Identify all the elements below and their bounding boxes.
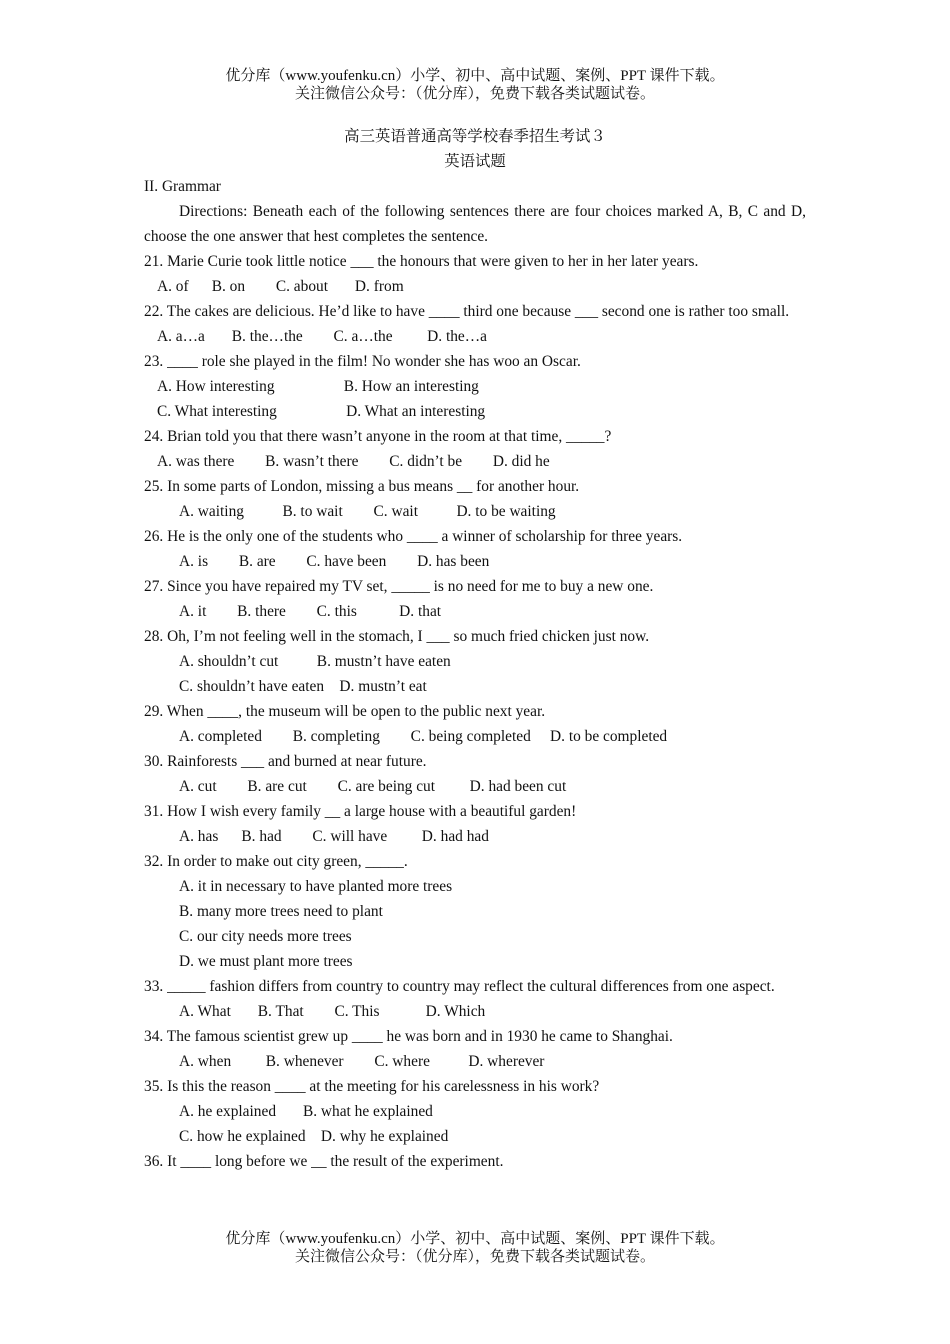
footer-line-1: 优分库（www.youfenku.cn）小学、初中、高中试题、案例、PPT 课件下载。 bbox=[225, 1231, 725, 1247]
header-line-2: 关注微信公众号：（优分库），免费下载各类试题试卷。 bbox=[294, 86, 655, 102]
question-26: 26. He is the only one of the students who ____ a winner of scholarship for three years. bbox=[144, 528, 683, 545]
question-27: 27. Since you have repaired my TV set, _____ is no need for me to buy a new one. bbox=[144, 578, 654, 595]
options-29: A. completed B. completing C. being completed D. to be completed bbox=[179, 728, 668, 745]
options-25: A. waiting B. to wait C. wait D. to be waiting bbox=[179, 503, 556, 520]
question-30: 30. Rainforests ___ and burned at near future. bbox=[144, 753, 427, 770]
options-27: A. it B. there C. this D. that bbox=[179, 603, 442, 620]
options-35-cd: C. how he explained D. why he explained bbox=[179, 1128, 449, 1145]
page-header bbox=[0, 67, 950, 103]
question-23: 23. ____ role she played in the film! No wonder she has woo an Oscar. bbox=[144, 353, 581, 370]
option-32-c: C. our city needs more trees bbox=[179, 928, 352, 945]
options-34: A. when B. whenever C. where D. wherever bbox=[179, 1053, 545, 1070]
options-24: A. was there B. wasn’t there C. didn’t be D. did he bbox=[157, 453, 550, 470]
question-34: 34. The famous scientist grew up ____ he was born and in 1930 he came to Shanghai. bbox=[144, 1028, 673, 1045]
footer-line-2: 关注微信公众号：（优分库），免费下载各类试题试卷。 bbox=[294, 1249, 655, 1265]
options-23-cd: C. What interesting D. What an interesting bbox=[157, 403, 486, 420]
options-21: A. of B. on C. about D. from bbox=[157, 278, 404, 295]
question-21: 21. Marie Curie took little notice ___ the honours that were given to her in her later years. bbox=[144, 253, 699, 270]
question-31: 31. How I wish every family __ a large house with a beautiful garden! bbox=[144, 803, 577, 820]
question-35: 35. Is this the reason ____ at the meeting for his carelessness in his work? bbox=[144, 1078, 600, 1095]
question-22: 22. The cakes are delicious. He’d like to have ____ third one because ___ second one is rather too small. bbox=[144, 303, 790, 320]
options-31: A. has B. had C. will have D. had had bbox=[179, 828, 489, 845]
options-28-ab: A. shouldn’t cut B. mustn’t have eaten bbox=[179, 653, 451, 670]
section-heading: II. Grammar bbox=[144, 178, 221, 195]
options-26: A. is B. are C. have been D. has been bbox=[179, 553, 490, 570]
question-29: 29. When ____, the museum will be open to the public next year. bbox=[144, 703, 546, 720]
directions: Directions: Beneath each of the following sentences there are four choices marked A, B, C and D, choose the one answer that hest completes the sentence. bbox=[144, 203, 806, 245]
options-35-ab: A. he explained B. what he explained bbox=[179, 1103, 433, 1120]
options-22: A. a…a B. the…the C. a…the D. the…a bbox=[157, 328, 487, 345]
question-33: 33. _____ fashion differs from country to country may reflect the cultural differences from one aspect. bbox=[144, 978, 775, 995]
options-30: A. cut B. are cut C. are being cut D. had been cut bbox=[179, 778, 567, 795]
option-32-d: D. we must plant more trees bbox=[179, 953, 353, 970]
option-32-a: A. it in necessary to have planted more trees bbox=[179, 878, 453, 895]
option-32-b: B. many more trees need to plant bbox=[179, 903, 383, 920]
question-32: 32. In order to make out city green, _____. bbox=[144, 853, 408, 870]
options-33: A. What B. That C. This D. Which bbox=[179, 1003, 486, 1020]
page-footer bbox=[0, 1230, 950, 1266]
exam-content bbox=[144, 124, 806, 1174]
header-line-1: 优分库（www.youfenku.cn）小学、初中、高中试题、案例、PPT 课件下载。 bbox=[225, 68, 725, 84]
exam-title: 高三英语普通高等学校春季招生考试３ bbox=[344, 128, 606, 145]
options-28-cd: C. shouldn’t have eaten D. mustn’t eat bbox=[179, 678, 427, 695]
options-23-ab: A. How interesting B. How an interesting bbox=[157, 378, 479, 395]
question-24: 24. Brian told you that there wasn’t anyone in the room at that time, _____? bbox=[144, 428, 612, 445]
question-36: 36. It ____ long before we __ the result of the experiment. bbox=[144, 1153, 504, 1170]
exam-subtitle: 英语试题 bbox=[444, 153, 506, 170]
question-25: 25. In some parts of London, missing a bus means __ for another hour. bbox=[144, 478, 580, 495]
question-28: 28. Oh, I’m not feeling well in the stomach, I ___ so much fried chicken just now. bbox=[144, 628, 650, 645]
